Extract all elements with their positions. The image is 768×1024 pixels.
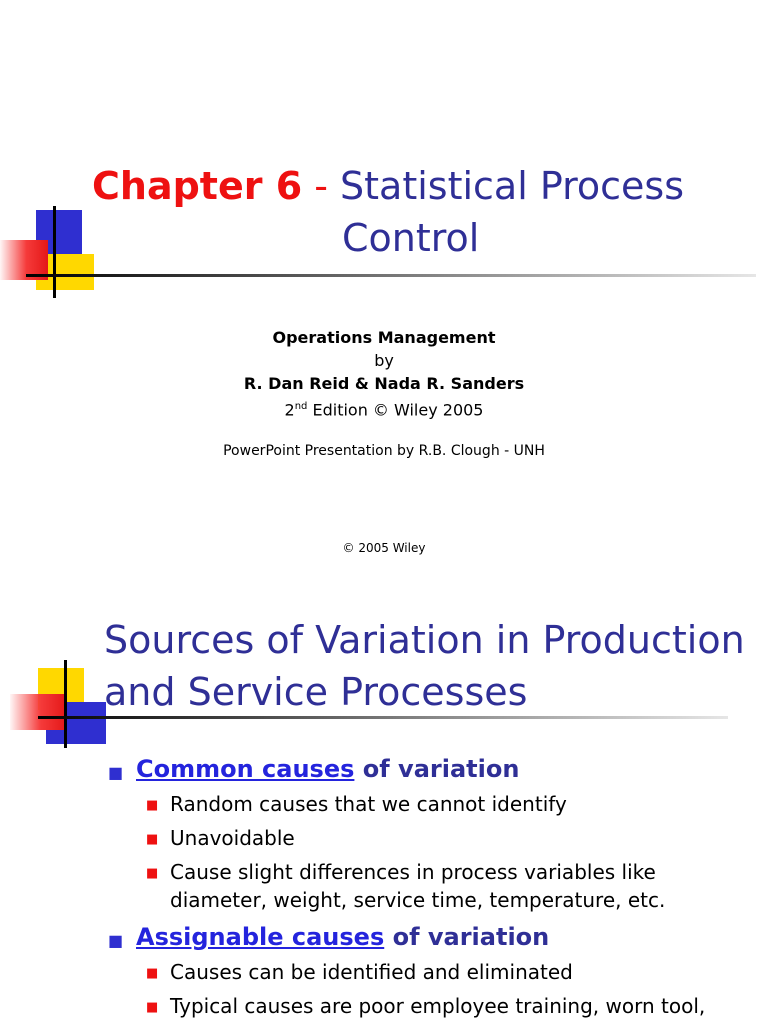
logo-vertical-line xyxy=(64,660,67,748)
book-info xyxy=(0,326,768,421)
common-causes-rest: of variation xyxy=(354,755,520,783)
bullet-assignable-causes xyxy=(104,920,744,954)
slide-title xyxy=(104,614,764,718)
sub-bullet-text: Cause slight differences in process variables like diameter, weight, service time, temperature, etc. xyxy=(170,860,666,912)
title-line1: Sources of Variation in Production xyxy=(104,618,745,662)
sub-bullet-text: Causes can be identified and eliminated xyxy=(170,960,573,984)
presentation-credit: PowerPoint Presentation by R.B. Clough - UNH xyxy=(223,443,545,459)
title-line2: and Service Processes xyxy=(104,670,528,714)
sub-bullet xyxy=(104,824,744,852)
red-square-bullet-icon: ■ xyxy=(146,866,159,881)
logo-red-square xyxy=(10,694,66,730)
edition-number: 2 xyxy=(284,400,295,420)
sub-bullet xyxy=(104,790,744,818)
content-slide xyxy=(0,590,768,1024)
book-title: Operations Management xyxy=(272,328,496,347)
book-edition xyxy=(0,395,768,421)
sub-bullet xyxy=(104,992,744,1020)
assignable-causes-rest: of variation xyxy=(384,923,550,951)
red-square-bullet-icon: ■ xyxy=(146,1000,159,1015)
title-text-line1: Statistical Process xyxy=(340,164,685,208)
red-square-bullet-icon: ■ xyxy=(146,832,159,847)
common-causes-term: Common causes xyxy=(136,755,355,783)
square-bullet-icon: ■ xyxy=(108,931,124,950)
copyright-notice: © 2005 Wiley xyxy=(342,541,426,555)
title-text-line2: Control xyxy=(342,216,480,260)
sub-bullet-text: Typical causes are poor employee training, worn tool, xyxy=(170,994,706,1018)
sub-bullet xyxy=(104,858,744,914)
square-bullet-icon: ■ xyxy=(108,763,124,782)
bullet-common-causes xyxy=(104,752,744,786)
title-underline-rule xyxy=(26,274,756,277)
red-square-bullet-icon: ■ xyxy=(146,798,159,813)
sub-bullet-text: Unavoidable xyxy=(170,826,295,850)
edition-text: Edition © Wiley 2005 xyxy=(307,400,484,420)
book-authors: R. Dan Reid & Nada R. Sanders xyxy=(243,374,525,393)
red-square-bullet-icon: ■ xyxy=(146,966,159,981)
bullet-list xyxy=(104,752,744,1024)
slide-title xyxy=(92,160,752,264)
sub-bullet xyxy=(104,958,744,986)
assignable-causes-term: Assignable causes xyxy=(136,923,385,951)
book-by: by xyxy=(374,351,394,370)
sub-bullet-text: Random causes that we cannot identify xyxy=(170,792,567,816)
edition-superscript: nd xyxy=(294,401,308,412)
logo-vertical-line xyxy=(53,206,56,298)
title-dash: - xyxy=(302,164,341,208)
chapter-label: Chapter 6 xyxy=(92,164,303,208)
